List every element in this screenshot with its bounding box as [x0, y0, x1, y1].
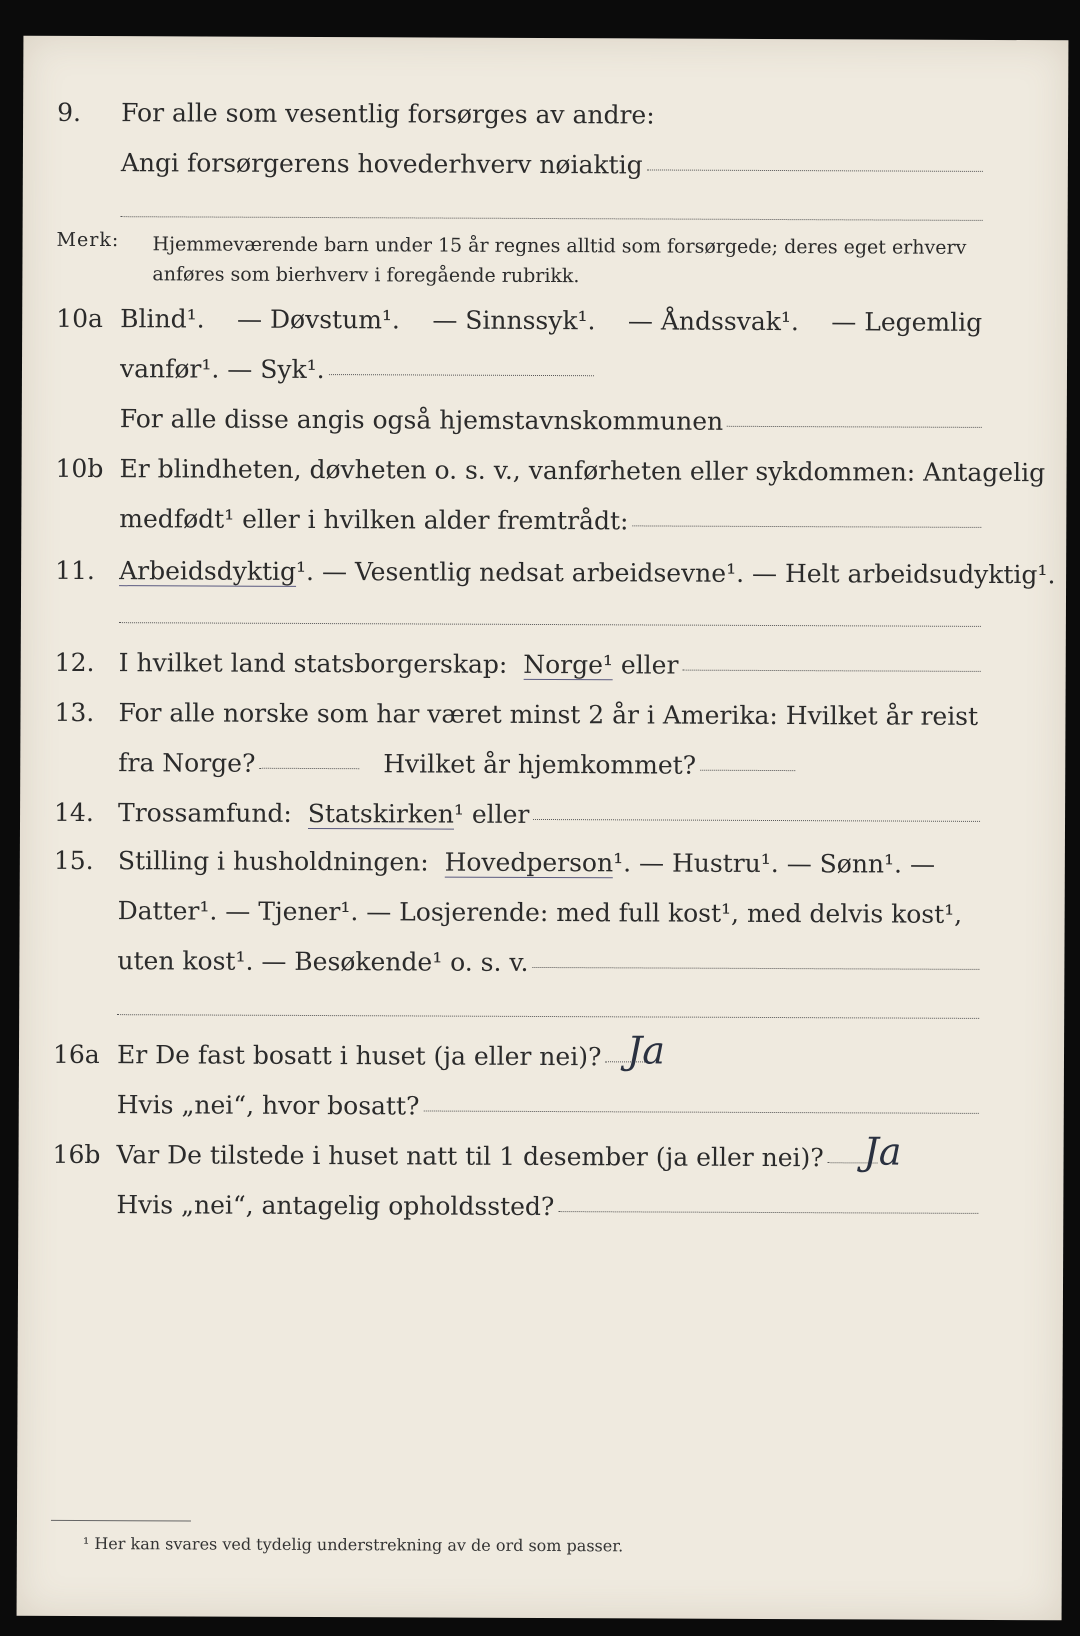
q9-number: 9.	[57, 97, 82, 127]
q11-extra-line[interactable]	[119, 622, 981, 627]
q13-row2	[20, 748, 1065, 780]
q10a-row2	[22, 354, 1067, 385]
q16b-row2	[18, 1190, 1063, 1222]
q9-extra-line[interactable]	[121, 216, 983, 221]
q10a-syk-field[interactable]	[329, 374, 594, 376]
q14-text: Trossamfund:	[117, 798, 292, 828]
q13-line1: For alle norske som har været minst 2 år i Amerika: Hvilket år reist	[118, 698, 979, 731]
q16b-number: 16b	[52, 1139, 101, 1170]
q16a-line2: Hvis „nei“, hvor bosatt?	[116, 1090, 420, 1121]
q10a-row1	[22, 303, 1067, 337]
q14-rest: ¹ eller	[453, 799, 530, 829]
q13-left-field[interactable]	[259, 768, 359, 769]
q13-right-field[interactable]	[700, 770, 795, 771]
q13-row1	[21, 697, 1066, 731]
q10a-line2: vanfør¹. — Syk¹.	[119, 354, 325, 385]
q15-number: 15.	[53, 845, 94, 876]
q10b-line2: medfødt¹ eller i hvilken alder fremtrådt:	[119, 504, 629, 536]
q12-norge-underlined: Norge¹	[523, 649, 614, 680]
q10a-sinnssyk: — Sinnssyk¹.	[432, 305, 596, 336]
q12-text: I hvilket land statsborgerskap:	[118, 648, 508, 679]
q10a-line3: For alle disse angis også hjemstavnskommunen	[119, 404, 724, 436]
merk-label: Merk:	[56, 228, 120, 252]
q12-country-field[interactable]	[682, 670, 980, 672]
q9-provider-label: Angi forsørgerens hovederhverv nøiaktig	[120, 148, 643, 180]
q16a-handwritten-answer: Ja	[626, 1028, 666, 1073]
footnote: ¹ Her kan svares ved tydelig understrekning av de ord som passer.	[82, 1534, 624, 1556]
q9-row2	[23, 148, 1068, 180]
q15-line1a: Stilling i husholdningen:	[117, 846, 429, 877]
q13-right-label: Hvilket år hjemkommet?	[383, 749, 697, 780]
q9-provider-field[interactable]	[647, 169, 983, 171]
q16a-line1: Er De fast bosatt i huset (ja eller nei)?	[116, 1040, 602, 1072]
q11-arbeidsdyktig-underlined: Arbeidsdyktig	[119, 556, 297, 586]
footnote-divider	[51, 1520, 191, 1522]
q12-eller: eller	[620, 650, 679, 680]
q13-left-label: fra Norge?	[118, 748, 256, 778]
q10b-age-field[interactable]	[632, 525, 981, 528]
q12-row	[21, 647, 1066, 680]
q16a-where-field[interactable]	[423, 1110, 978, 1113]
q16b-row1	[19, 1139, 1064, 1173]
q10a-legemlig: — Legemlig	[831, 307, 983, 337]
census-form-page	[17, 36, 1069, 1621]
q15-line1b: ¹. — Hustru¹. — Sønn¹. —	[613, 848, 936, 879]
q16b-line2: Hvis „nei“, antagelig opholdssted?	[116, 1190, 555, 1222]
merk-line2: anføres som bierhverv i foregående rubrikk.	[152, 263, 580, 288]
q16a-row1	[19, 1039, 1064, 1072]
q15-row2	[20, 896, 1065, 929]
q11-number: 11.	[55, 555, 95, 586]
q11-row	[21, 555, 1066, 590]
merk-line1: Hjemmeværende barn under 15 år regnes alltid som forsørgede; deres eget erhverv	[152, 233, 967, 259]
q14-statskirken-underlined: Statskirken	[307, 798, 454, 829]
q11-rest: ¹. — Vesentlig nedsat arbeidsevne¹. — Helt arbeidsudyktig¹.	[296, 556, 1056, 590]
q10a-kommune-field[interactable]	[727, 426, 982, 428]
q10a-row3	[22, 404, 1067, 436]
q10b-line1: Er blindheten, døvheten o. s. v., vanførheten eller sykdommen: Antagelig	[119, 454, 1046, 488]
q15-hovedperson-underlined: Hovedperson	[444, 847, 614, 878]
q13-number: 13.	[54, 697, 95, 728]
q15-line3: uten kost¹. — Besøkende¹ o. s. v.	[117, 946, 529, 977]
q10b-row2	[21, 504, 1066, 536]
q16a-row2	[19, 1090, 1064, 1121]
q9-row1	[23, 97, 1068, 130]
q14-row	[20, 797, 1065, 829]
q15-row1	[20, 845, 1065, 879]
q10a-andssvak: — Åndssvak¹.	[627, 306, 799, 337]
q14-faith-field[interactable]	[533, 819, 980, 822]
q15-row3	[19, 946, 1064, 977]
merk-note	[23, 228, 1068, 288]
q10a-number: 10a	[56, 303, 104, 334]
q10b-row1	[22, 453, 1067, 488]
q15-other-field[interactable]	[533, 967, 980, 970]
q12-number: 12.	[54, 647, 95, 678]
q16a-number: 16a	[52, 1039, 100, 1070]
q15-line2: Datter¹. — Tjener¹. — Losjerende: med full kost¹, med delvis kost¹,	[117, 896, 963, 929]
q10a-blind: Blind¹.	[120, 304, 205, 334]
q10a-dovstum: — Døvstum¹.	[237, 304, 400, 335]
q16b-line1: Var De tilstede i huset natt til 1 desember (ja eller nei)?	[116, 1140, 824, 1173]
q16b-place-field[interactable]	[558, 1211, 978, 1214]
q16b-handwritten-answer: Ja	[863, 1129, 902, 1174]
q14-number: 14.	[54, 797, 94, 828]
q9-text: For alle som vesentlig forsørges av andre:	[121, 98, 655, 130]
q10b-number: 10b	[55, 453, 104, 484]
q15-extra-line[interactable]	[117, 1014, 979, 1019]
